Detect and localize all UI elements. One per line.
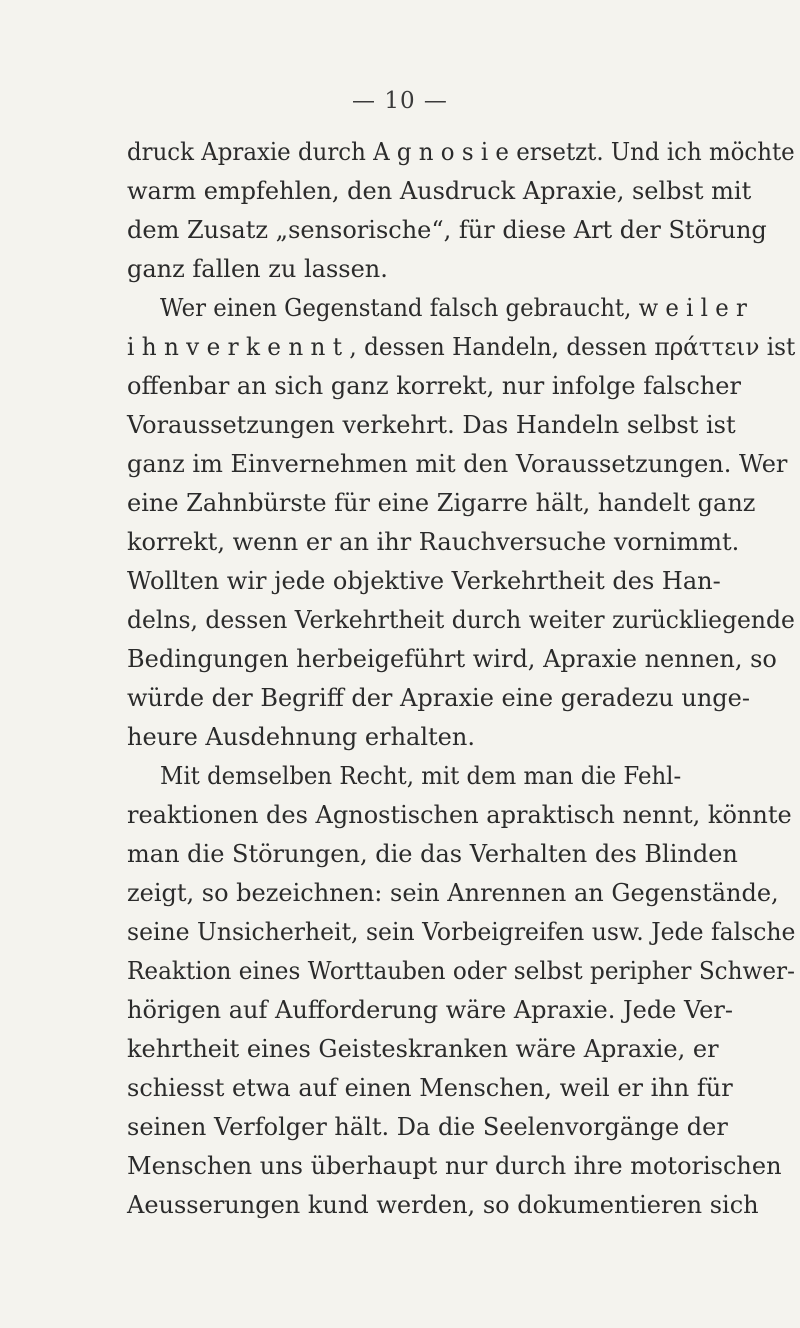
text-line: Voraussetzungen verkehrt. Das Handeln selbst ist	[127, 411, 736, 439]
text-line: ganz im Einvernehmen mit den Voraussetzungen. Wer	[127, 450, 788, 478]
text-line: dem Zusatz „sensorische“, für diese Art der Störung	[127, 216, 767, 244]
text-line: Wer einen Gegenstand falsch gebraucht, w e i l e r	[160, 294, 747, 322]
text-line: schiesst etwa auf einen Menschen, weil er ihn für	[127, 1074, 733, 1102]
text-line: seinen Verfolger hält. Da die Seelenvorgänge der	[127, 1113, 728, 1141]
text-line: i h n v e r k e n n t , dessen Handeln, dessen πράττειν ist	[127, 333, 796, 361]
text-line: man die Störungen, die das Verhalten des Blinden	[127, 840, 738, 868]
text-line: hörigen auf Aufforderung wäre Apraxie. Jede Ver-	[127, 996, 733, 1024]
text-line: Aeusserungen kund werden, so dokumentieren sich	[127, 1191, 759, 1219]
text-line: Mit demselben Recht, mit dem man die Fehl-	[160, 762, 682, 790]
text-line: würde der Begriff der Apraxie eine geradezu unge-	[127, 684, 750, 712]
text-line: Reaktion eines Worttauben oder selbst peripher Schwer-	[127, 957, 795, 985]
text-line: kehrtheit eines Geisteskranken wäre Apraxie, er	[127, 1035, 719, 1063]
text-line: warm empfehlen, den Ausdruck Apraxie, selbst mit	[127, 177, 752, 205]
page-number: — 10 —	[352, 88, 448, 114]
text-line: heure Ausdehnung erhalten.	[127, 723, 475, 751]
text-line: delns, dessen Verkehrtheit durch weiter zurückliegende	[127, 606, 795, 634]
text-line: eine Zahnbürste für eine Zigarre hält, handelt ganz	[127, 489, 756, 517]
text-line: korrekt, wenn er an ihr Rauchversuche vornimmt.	[127, 528, 740, 556]
text-line: reaktionen des Agnostischen apraktisch nennt, könnte	[127, 801, 792, 829]
text-line: zeigt, so bezeichnen: sein Anrennen an Gegenstände,	[127, 879, 779, 907]
text-line: offenbar an sich ganz korrekt, nur infolge falscher	[127, 372, 741, 400]
text-line: druck Apraxie durch A g n o s i e ersetzt. Und ich möchte	[127, 138, 795, 166]
text-line: Wollten wir jede objektive Verkehrtheit des Han-	[127, 567, 721, 595]
text-line: seine Unsicherheit, sein Vorbeigreifen usw. Jede falsche	[127, 918, 796, 946]
text-line: Menschen uns überhaupt nur durch ihre motorischen	[127, 1152, 782, 1180]
text-line: Bedingungen herbeigeführt wird, Apraxie nennen, so	[127, 645, 777, 673]
text-line: ganz fallen zu lassen.	[127, 255, 388, 283]
